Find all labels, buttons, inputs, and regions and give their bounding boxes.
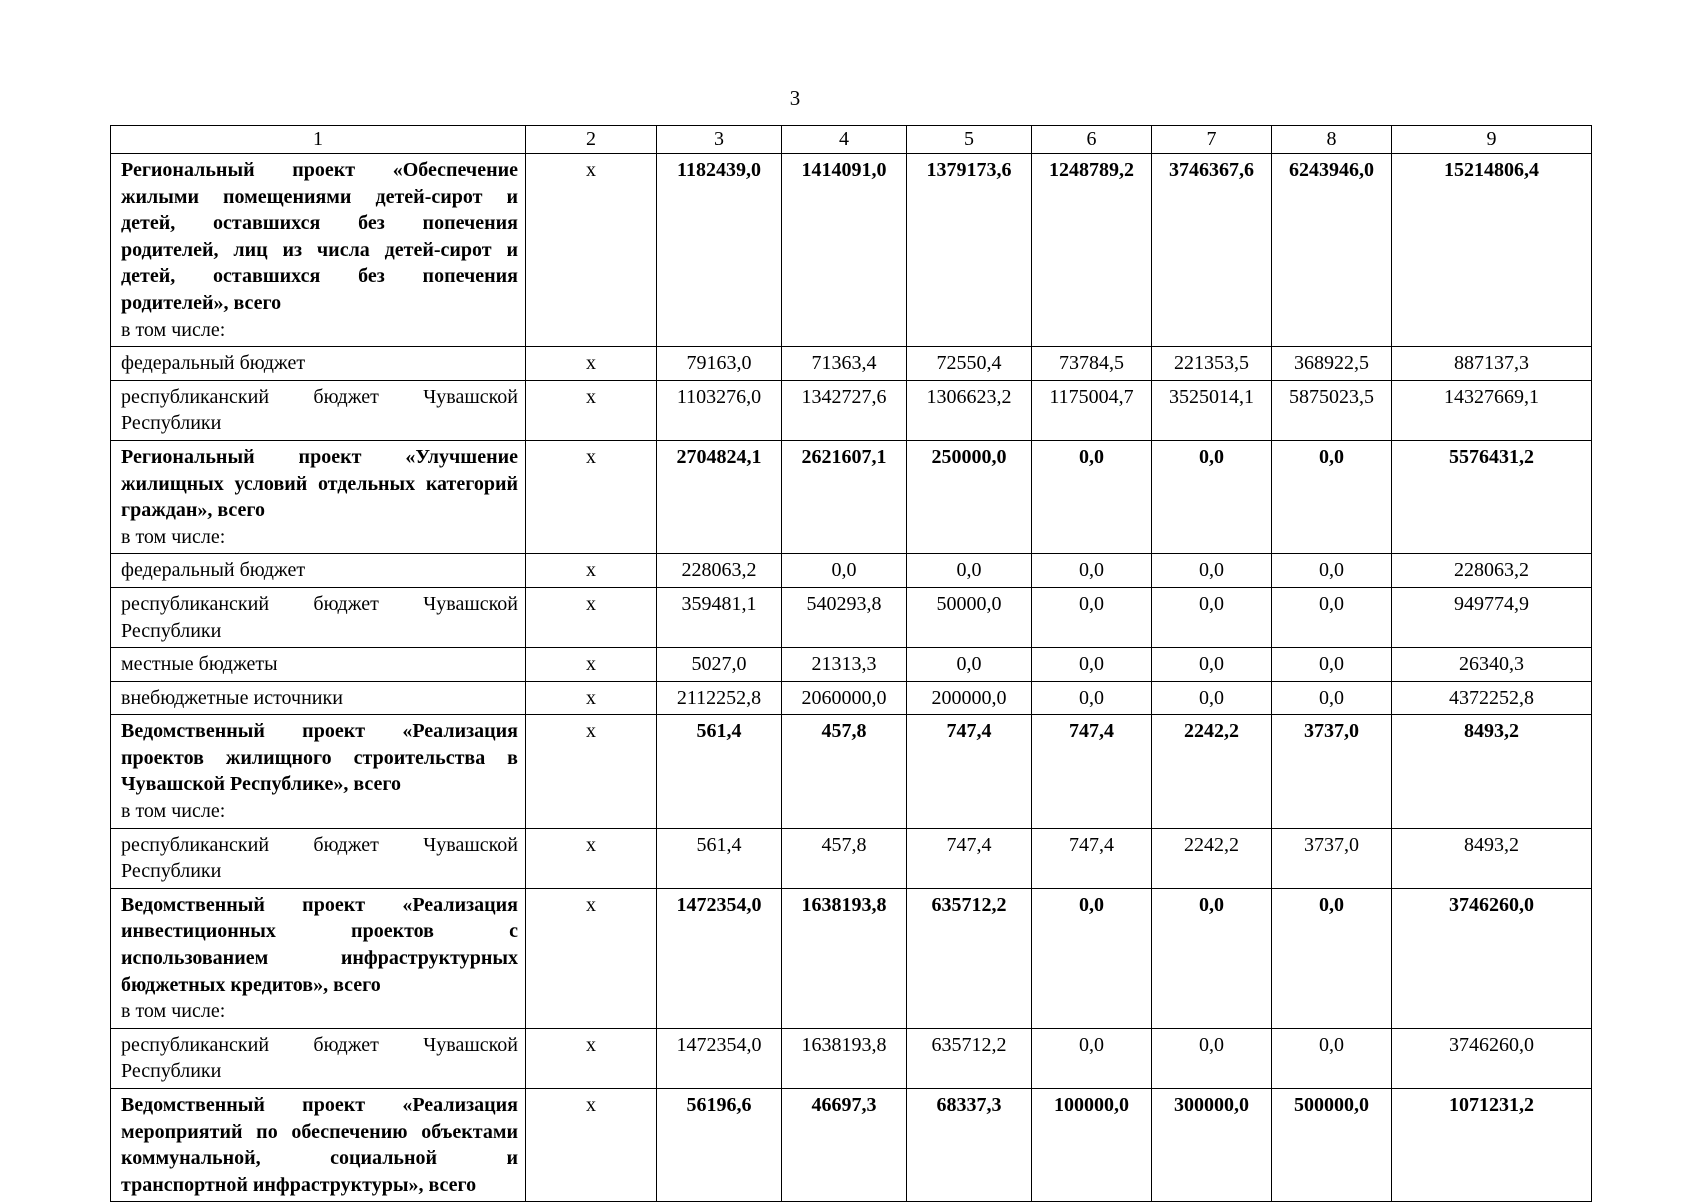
- mark-cell: х: [526, 715, 657, 828]
- value-cell: 79163,0: [657, 347, 782, 381]
- value-cell: 56196,6: [657, 1089, 782, 1202]
- value-cell: 0,0: [907, 648, 1032, 682]
- row-label: [111, 888, 526, 1028]
- column-header: 5: [907, 126, 1032, 154]
- table-row: [111, 1028, 1592, 1088]
- row-label: [111, 828, 526, 888]
- value-cell: 21313,3: [782, 648, 907, 682]
- value-cell: 0,0: [1032, 648, 1152, 682]
- row-sublabel: в том числе:: [121, 1000, 226, 1023]
- value-cell: 561,4: [657, 828, 782, 888]
- value-cell: 26340,3: [1392, 648, 1592, 682]
- row-sublabel: в том числе:: [121, 800, 226, 823]
- mark-cell: х: [526, 828, 657, 888]
- column-header: 8: [1272, 126, 1392, 154]
- mark-cell: х: [526, 380, 657, 440]
- column-header: 3: [657, 126, 782, 154]
- mark-cell: х: [526, 648, 657, 682]
- row-label-text: Региональный проект «Улучшение жилищных условий отдельных категорий граждан», всего: [121, 445, 518, 522]
- row-label: [111, 347, 526, 381]
- value-cell: 635712,2: [907, 888, 1032, 1028]
- row-label-text: Ведомственный проект «Реализация проектов жилищного строительства в Чувашской Республике», всего: [121, 720, 518, 796]
- column-header: 9: [1392, 126, 1592, 154]
- mark-cell: х: [526, 888, 657, 1028]
- table-row: [111, 715, 1592, 828]
- value-cell: 50000,0: [907, 587, 1032, 647]
- row-label: [111, 587, 526, 647]
- value-cell: 46697,3: [782, 1089, 907, 1202]
- mark-cell: х: [526, 681, 657, 715]
- value-cell: 0,0: [1272, 554, 1392, 588]
- value-cell: 0,0: [1272, 888, 1392, 1028]
- value-cell: 228063,2: [657, 554, 782, 588]
- value-cell: 68337,3: [907, 1089, 1032, 1202]
- value-cell: 8493,2: [1392, 715, 1592, 828]
- row-label: [111, 715, 526, 828]
- value-cell: 0,0: [907, 554, 1032, 588]
- row-label-text: местные бюджеты: [121, 653, 278, 676]
- value-cell: 15214806,4: [1392, 154, 1592, 347]
- value-cell: 561,4: [657, 715, 782, 828]
- value-cell: 887137,3: [1392, 347, 1592, 381]
- mark-cell: х: [526, 154, 657, 347]
- value-cell: 5027,0: [657, 648, 782, 682]
- value-cell: 0,0: [1272, 587, 1392, 647]
- value-cell: 71363,4: [782, 347, 907, 381]
- value-cell: 0,0: [1272, 1028, 1392, 1088]
- value-cell: 5875023,5: [1272, 380, 1392, 440]
- value-cell: 1182439,0: [657, 154, 782, 347]
- column-header: 1: [111, 126, 526, 154]
- value-cell: 1638193,8: [782, 888, 907, 1028]
- row-label: [111, 440, 526, 553]
- table-row: [111, 554, 1592, 588]
- row-label-text: Региональный проект «Обеспечение жилыми помещениями детей-сирот и детей, оставшихся без попечения родителей, лиц из числа детей-сирот и детей, оставшихся без попечения родителей», всего: [121, 159, 518, 314]
- value-cell: 1175004,7: [1032, 380, 1152, 440]
- value-cell: 3746260,0: [1392, 1028, 1592, 1088]
- row-sublabel: в том числе:: [121, 525, 226, 548]
- value-cell: 1379173,6: [907, 154, 1032, 347]
- value-cell: 1248789,2: [1032, 154, 1152, 347]
- value-cell: 0,0: [1152, 681, 1272, 715]
- row-label: [111, 1089, 526, 1202]
- table-head-row: [111, 126, 1592, 154]
- value-cell: 221353,5: [1152, 347, 1272, 381]
- value-cell: 300000,0: [1152, 1089, 1272, 1202]
- value-cell: 2621607,1: [782, 440, 907, 553]
- value-cell: 2242,2: [1152, 828, 1272, 888]
- budget-table: [110, 125, 1592, 1202]
- value-cell: 3746367,6: [1152, 154, 1272, 347]
- table-row: [111, 154, 1592, 347]
- value-cell: 8493,2: [1392, 828, 1592, 888]
- column-header: 4: [782, 126, 907, 154]
- table-row: [111, 888, 1592, 1028]
- value-cell: 0,0: [1032, 681, 1152, 715]
- value-cell: 0,0: [1152, 888, 1272, 1028]
- value-cell: 5576431,2: [1392, 440, 1592, 553]
- value-cell: 0,0: [1152, 1028, 1272, 1088]
- value-cell: 747,4: [907, 828, 1032, 888]
- value-cell: 1071231,2: [1392, 1089, 1592, 1202]
- value-cell: 457,8: [782, 828, 907, 888]
- table-row: [111, 828, 1592, 888]
- value-cell: 457,8: [782, 715, 907, 828]
- table-head: [111, 126, 1592, 154]
- value-cell: 1414091,0: [782, 154, 907, 347]
- mark-cell: х: [526, 347, 657, 381]
- mark-cell: х: [526, 1089, 657, 1202]
- mark-cell: х: [526, 554, 657, 588]
- value-cell: 0,0: [782, 554, 907, 588]
- mark-cell: х: [526, 440, 657, 553]
- row-label: [111, 380, 526, 440]
- value-cell: 1472354,0: [657, 1028, 782, 1088]
- value-cell: 228063,2: [1392, 554, 1592, 588]
- table-row: [111, 648, 1592, 682]
- value-cell: 0,0: [1152, 440, 1272, 553]
- value-cell: 14327669,1: [1392, 380, 1592, 440]
- value-cell: 3737,0: [1272, 715, 1392, 828]
- value-cell: 0,0: [1272, 440, 1392, 553]
- mark-cell: х: [526, 587, 657, 647]
- value-cell: 73784,5: [1032, 347, 1152, 381]
- row-label-text: республиканский бюджет Чувашской Республики: [121, 592, 518, 642]
- row-label: [111, 681, 526, 715]
- column-header: 6: [1032, 126, 1152, 154]
- value-cell: 6243946,0: [1272, 154, 1392, 347]
- value-cell: 1103276,0: [657, 380, 782, 440]
- value-cell: 1342727,6: [782, 380, 907, 440]
- value-cell: 2060000,0: [782, 681, 907, 715]
- value-cell: 0,0: [1032, 888, 1152, 1028]
- value-cell: 1638193,8: [782, 1028, 907, 1088]
- value-cell: 0,0: [1032, 1028, 1152, 1088]
- table-row: [111, 347, 1592, 381]
- row-label-text: республиканский бюджет Чувашской Республики: [121, 833, 518, 883]
- value-cell: 100000,0: [1032, 1089, 1152, 1202]
- value-cell: 635712,2: [907, 1028, 1032, 1088]
- row-label: [111, 154, 526, 347]
- value-cell: 2112252,8: [657, 681, 782, 715]
- value-cell: 2704824,1: [657, 440, 782, 553]
- row-label-text: федеральный бюджет: [121, 559, 306, 582]
- value-cell: 0,0: [1272, 648, 1392, 682]
- value-cell: 0,0: [1032, 554, 1152, 588]
- table-body: [111, 154, 1592, 1202]
- value-cell: 2242,2: [1152, 715, 1272, 828]
- table-row: [111, 587, 1592, 647]
- row-label-text: внебюджетные источники: [121, 686, 343, 709]
- column-header: 7: [1152, 126, 1272, 154]
- value-cell: 1306623,2: [907, 380, 1032, 440]
- value-cell: 3737,0: [1272, 828, 1392, 888]
- value-cell: 500000,0: [1272, 1089, 1392, 1202]
- row-label-text: республиканский бюджет Чувашской Республики: [121, 1033, 518, 1083]
- row-label-text: республиканский бюджет Чувашской Республики: [121, 385, 518, 435]
- row-label: [111, 1028, 526, 1088]
- value-cell: 0,0: [1032, 587, 1152, 647]
- table-row: [111, 380, 1592, 440]
- value-cell: 747,4: [1032, 828, 1152, 888]
- value-cell: 540293,8: [782, 587, 907, 647]
- value-cell: 0,0: [1152, 587, 1272, 647]
- value-cell: 747,4: [907, 715, 1032, 828]
- row-label: [111, 554, 526, 588]
- value-cell: 3525014,1: [1152, 380, 1272, 440]
- value-cell: 359481,1: [657, 587, 782, 647]
- value-cell: 0,0: [1152, 648, 1272, 682]
- table-row: [111, 1089, 1592, 1202]
- value-cell: 1472354,0: [657, 888, 782, 1028]
- value-cell: 200000,0: [907, 681, 1032, 715]
- value-cell: 0,0: [1272, 681, 1392, 715]
- value-cell: 3746260,0: [1392, 888, 1592, 1028]
- column-header: 2: [526, 126, 657, 154]
- table-row: [111, 440, 1592, 553]
- row-sublabel: в том числе:: [121, 318, 226, 341]
- row-label: [111, 648, 526, 682]
- value-cell: 368922,5: [1272, 347, 1392, 381]
- value-cell: 949774,9: [1392, 587, 1592, 647]
- value-cell: 0,0: [1152, 554, 1272, 588]
- value-cell: 0,0: [1032, 440, 1152, 553]
- row-label-text: Ведомственный проект «Реализация мероприятий по обеспечению объектами коммунальной, социальной и транспортной инфраструктуры», всего: [121, 1094, 518, 1196]
- row-label-text: федеральный бюджет: [121, 352, 306, 375]
- value-cell: 747,4: [1032, 715, 1152, 828]
- value-cell: 72550,4: [907, 347, 1032, 381]
- value-cell: 4372252,8: [1392, 681, 1592, 715]
- table-row: [111, 681, 1592, 715]
- row-label-text: Ведомственный проект «Реализация инвестиционных проектов с использованием инфраструктурных бюджетных кредитов», всего: [121, 893, 518, 996]
- page-number: 3: [789, 86, 801, 110]
- value-cell: 250000,0: [907, 440, 1032, 553]
- mark-cell: х: [526, 1028, 657, 1088]
